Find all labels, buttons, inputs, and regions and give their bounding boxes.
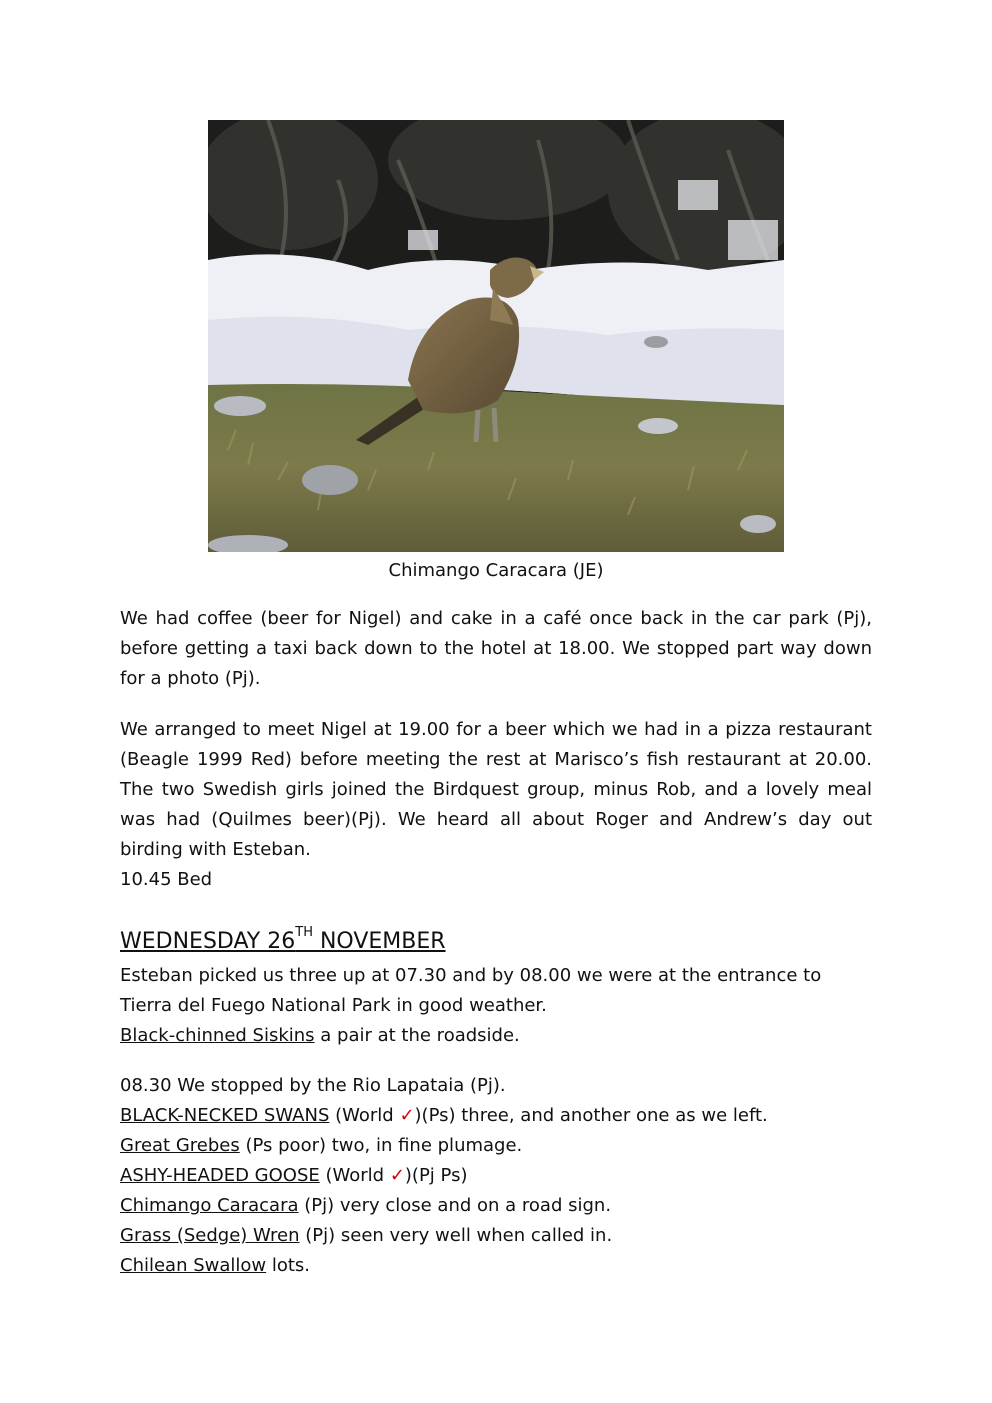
day-heading-month: NOVEMBER (312, 929, 446, 954)
day-heading (120, 926, 446, 958)
species-name: Grass (Sedge) Wren (120, 1225, 300, 1246)
species-note: (World (319, 1165, 390, 1186)
species-note: (World (329, 1105, 400, 1126)
bird-line (120, 1161, 872, 1191)
bird-photo (208, 120, 784, 552)
species-note: (Ps poor) two, in fine plumage. (239, 1135, 523, 1156)
species-name: Chimango Caracara (120, 1195, 299, 1216)
day-intro: Esteban picked us three up at 07.30 and by 08.00 we were at the entrance to Tierra del Fuego National Park in good weather. (120, 965, 822, 1016)
bird-line (120, 1221, 872, 1251)
species-note: )(Pj Ps) (404, 1165, 468, 1186)
species-name: Black-chinned Siskins (120, 1025, 315, 1046)
bird-line (120, 1251, 872, 1281)
day-entry (120, 961, 872, 1051)
species-note: )(Ps) three, and another one as we left. (414, 1105, 768, 1126)
paragraph-coffee (120, 604, 872, 694)
species-note: (Pj) very close and on a road sign. (298, 1195, 612, 1216)
bird-line (120, 1101, 872, 1131)
species-name: Great Grebes (120, 1135, 240, 1156)
paragraph-coffee-text: We had coffee (beer for Nigel) and cake in a café once back in the car park (Pj), before getting a taxi back down to the hotel at 18.00. We stopped part way down for a photo (Pj). (120, 608, 872, 689)
siskins-line (120, 1021, 872, 1051)
day-heading-main: WEDNESDAY 26 (120, 929, 296, 954)
species-name: BLACK-NECKED SWANS (120, 1105, 330, 1126)
bird-line (120, 1191, 872, 1221)
tick-icon: ✓ (399, 1105, 415, 1126)
species-note: (Pj) seen very well when called in. (299, 1225, 613, 1246)
bedtime-line: 10.45 Bed (120, 869, 213, 890)
species-name: ASHY-HEADED GOOSE (120, 1165, 320, 1186)
species-name: Chilean Swallow (120, 1255, 267, 1276)
species-note: a pair at the roadside. (314, 1025, 520, 1046)
photo-caption: Chimango Caracara (JE) (388, 560, 604, 581)
day-heading-sup: TH (295, 925, 313, 940)
stop-line: 08.30 We stopped by the Rio Lapataia (Pj). (120, 1075, 506, 1096)
paragraph-evening-text: We arranged to meet Nigel at 19.00 for a beer which we had in a pizza restaurant (Beagle 1999 Red) before meeting the rest at Marisco’s fish restaurant at 20.00. The two Swedish girls joined the Birdquest group, minus Rob, and a lovely meal was had (Quilmes beer)(Pj). We heard all about Roger and Andrew’s day out birding with Esteban. (120, 719, 872, 860)
lapataia-entry (120, 1071, 872, 1281)
paragraph-evening (120, 715, 872, 895)
bird-line (120, 1131, 872, 1161)
species-note: lots. (266, 1255, 311, 1276)
tick-icon: ✓ (389, 1165, 405, 1186)
